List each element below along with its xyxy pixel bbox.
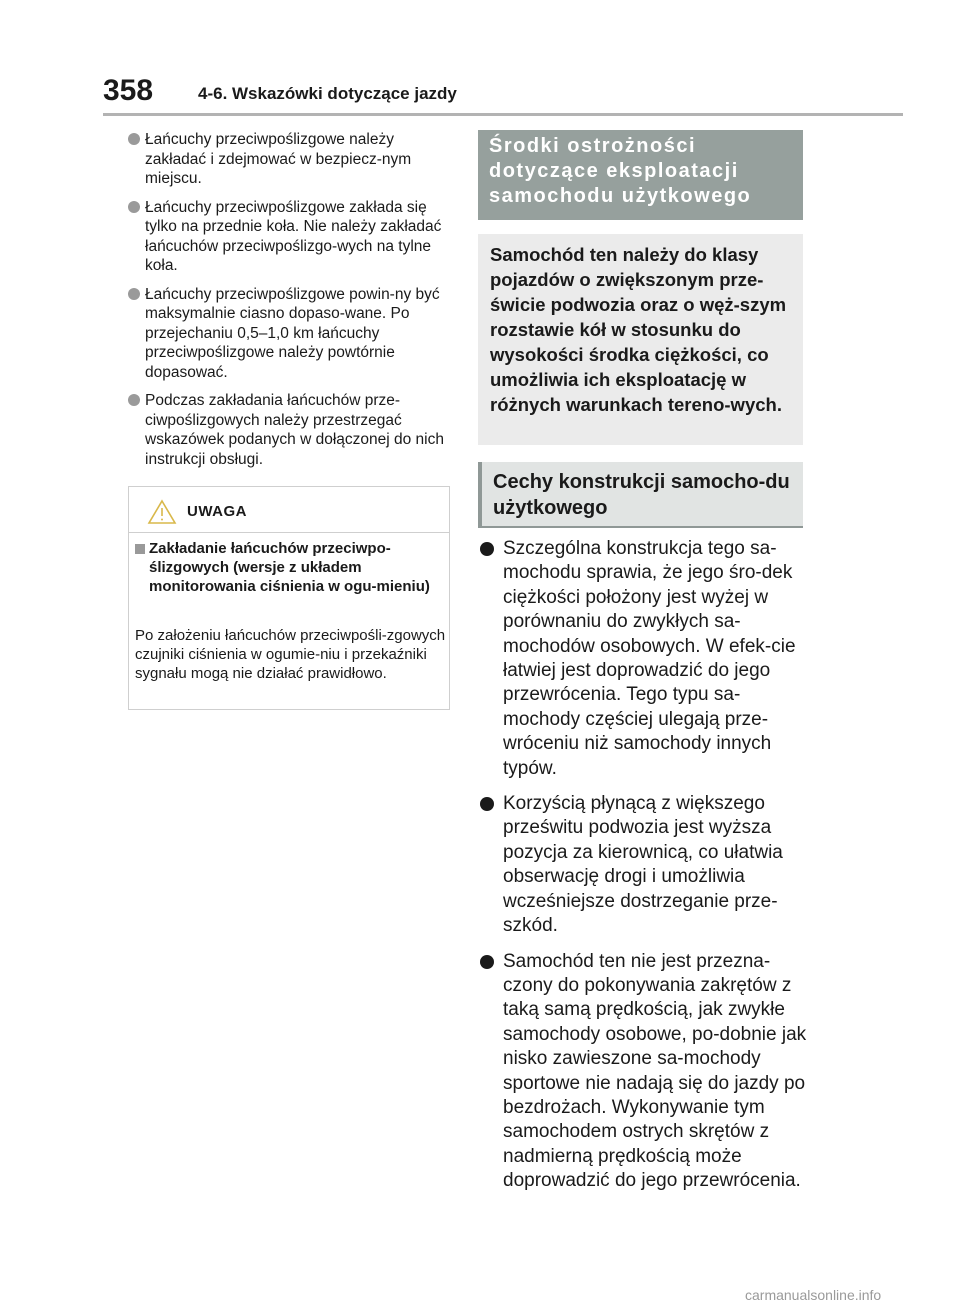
warning-subtitle [135, 539, 445, 596]
watermark-text: carmanualsonline.info [745, 1287, 882, 1303]
bullet-icon [128, 288, 140, 300]
list-item-text: Szczególna konstrukcja tego sa-mochodu sprawia, że jego śro-dek ciężkości położony jest wyżej w porównaniu do zwykłych sa-mochodów osobowych. W efek-cie łatwiej jest doprowadzić do jego przewrócenia. Tego typu sa-mochody częściej ulegają prze-wróceniu niż samochody innych typów. [503, 538, 796, 779]
warning-subtitle-text: Zakładanie łańcuchów przeciwpo-ślizgowych (wersje z układem monitorowania ciśnienia w ogu-mieniu) [149, 540, 430, 595]
left-bullet-list [128, 130, 453, 478]
subheading-accent-bar [478, 462, 482, 528]
warning-text: Po założeniu łańcuchów przeciwpośli-zgowych czujniki ciśnienia w ogumie-niu i przekaźniki sygnału mogą nie działać prawidłowo. [135, 627, 446, 682]
right-bullet-list [480, 537, 810, 1205]
section-title: 4-6. Wskazówki dotyczące jazdy [198, 84, 457, 103]
warning-triangle-icon [147, 499, 177, 525]
list-item-text: Łańcuchy przeciwpoślizgowe zakłada się tylko na przednie koła. Nie należy zakładać łańcuchów przeciwpoślizgo-wych na tylne koła. [145, 198, 442, 274]
warning-label: UWAGA [187, 503, 247, 520]
square-bullet-icon [135, 544, 145, 554]
warning-header [129, 499, 449, 525]
section-banner: Środki ostrożności dotyczące eksploatacji samochodu użytkowego [478, 130, 803, 220]
bullet-icon [480, 542, 494, 556]
list-item-text: Łańcuchy przeciwpoślizgowe powin-ny być maksymalnie ciasno dopaso-wane. Po przejechaniu 0,5–1,0 km łańcuchy przeciwpoślizgowe należy powtórnie dopasować. [145, 285, 440, 381]
subheading-banner: Cechy konstrukcji samocho-du użytkowego [478, 462, 803, 528]
bullet-icon [480, 955, 494, 969]
list-item-text: Samochód ten nie jest przezna-czony do pokonywania zakrętów z taką samą prędkością, jak zwykłe samochody osobowe, po-dobnie jak nisko zawieszone sa-mochody sportowe nie nadają się do jazdy po bezdrożach. Wykonywanie tym samochodem ostrych skrętów z nadmierną prędkością może doprowadzić do jego przewrócenia. [503, 950, 807, 1192]
bullet-icon [128, 201, 140, 213]
list-item-text: Korzyścią płynącą z większego prześwitu podwozia jest wyższa pozycja za kierownicą, co ułatwia obserwację drogi i umożliwia wcześniejsze dostrzeganie prze-szkód. [503, 793, 783, 937]
list-item [128, 130, 453, 189]
bullet-icon [128, 133, 140, 145]
page-header [103, 74, 903, 114]
list-item [480, 537, 810, 781]
list-item-text: Łańcuchy przeciwpoślizgowe należy zakładać i zdejmować w bezpiecz-nym miejscu. [145, 131, 412, 187]
bullet-icon [480, 797, 494, 811]
bullet-icon [128, 394, 140, 406]
list-item [128, 285, 453, 383]
list-item [480, 950, 810, 1194]
warning-divider [129, 532, 449, 533]
page-number: 358 [103, 74, 154, 107]
list-item [128, 391, 453, 469]
warning-box [128, 486, 450, 710]
info-box: Samochód ten należy do klasy pojazdów o zwiększonym prze-świcie podwozia oraz o węż-szym rozstawie kół w stosunku do wysokości środka ciężkości, co umożliwia ich eksploatację w różnych warunkach tereno-wych. [478, 234, 803, 445]
list-item [480, 792, 810, 938]
list-item-text: Podczas zakładania łańcuchów prze-ciwpoślizgowych należy przestrzegać wskazówek podanych w dołączonej do nich instrukcji obsługi. [145, 392, 444, 468]
list-item [128, 198, 453, 276]
header-divider [103, 113, 903, 116]
